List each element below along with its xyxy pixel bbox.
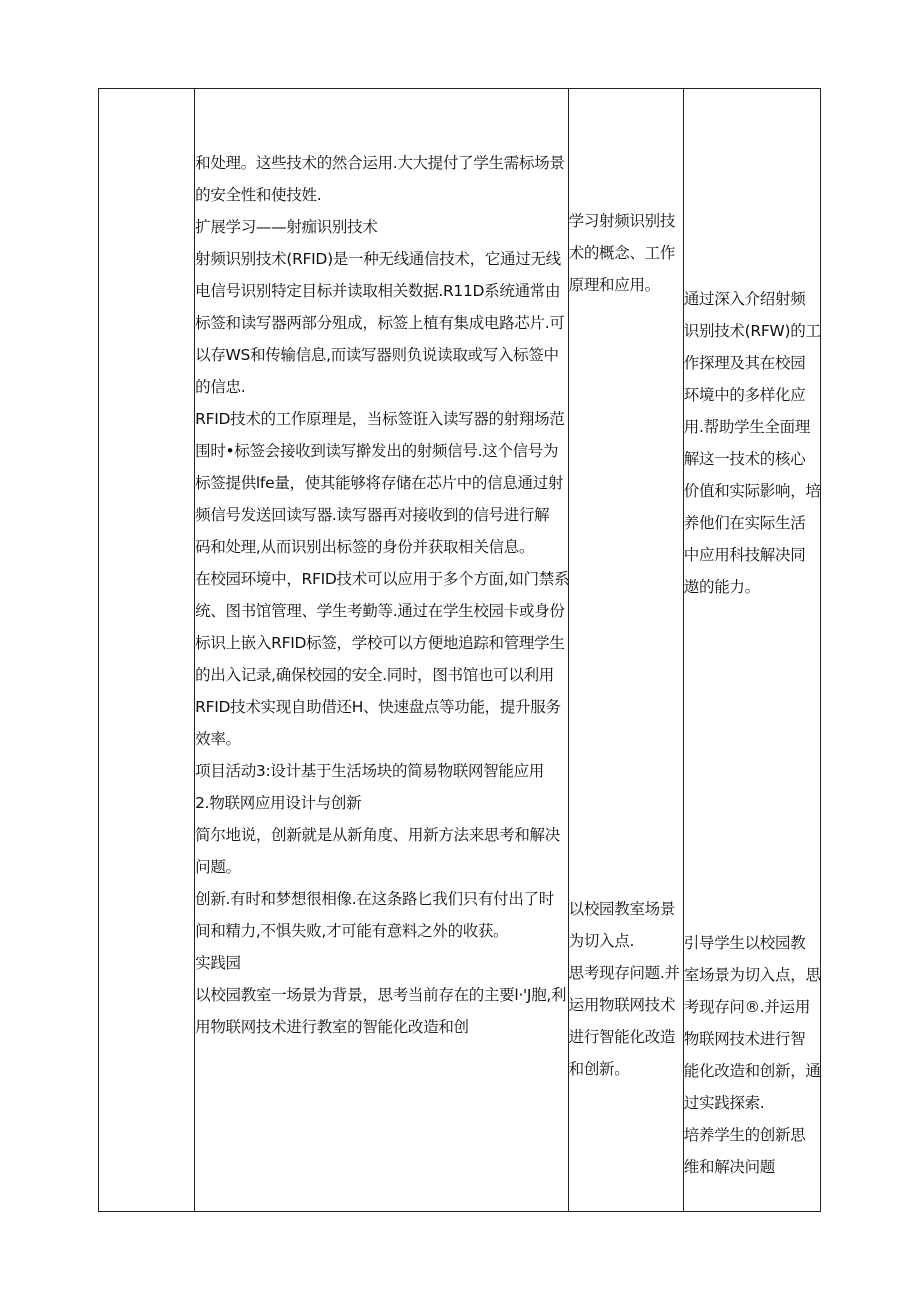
text-line: 中应用科技解决同 bbox=[683, 546, 806, 564]
text-line: 学习射频识别技 bbox=[568, 212, 676, 230]
text-line: 以校园教室场景 bbox=[568, 900, 676, 918]
text-line: 进行智能化改造 bbox=[568, 1028, 676, 1046]
text-line: 的信忠. bbox=[195, 378, 246, 396]
teaching-content-text bbox=[195, 147, 570, 1043]
design-intent-innovation bbox=[684, 1119, 820, 1183]
text-line: 用物联网技术进行教室的智能化改造和创 bbox=[195, 1018, 469, 1036]
text-line: 培养学生的创新思 bbox=[683, 1126, 806, 1144]
text-line: 过实践探索. bbox=[683, 1094, 765, 1112]
text-line: 标识上嵌入RFID标签，学校可以方便地追踪和管理学生 bbox=[195, 634, 565, 652]
lesson-plan-table bbox=[98, 88, 821, 1212]
student-activity-classroom bbox=[569, 893, 683, 1085]
text-line: 以存WS和传输信息,而读写器则负说读取或写入标签中 bbox=[195, 346, 559, 364]
text-line: 问题。 bbox=[195, 858, 241, 876]
text-line: 通过深入介绍射频 bbox=[683, 290, 806, 308]
text-line: 术的概念、工作 bbox=[568, 244, 676, 262]
text-line: 和处理。这些技术的然合运用.大大提付了学生需标场景 bbox=[195, 154, 565, 172]
text-line: 维和解决问题 bbox=[683, 1158, 775, 1176]
text-line: 引导学生以校园教 bbox=[683, 934, 806, 952]
text-line: 原理和应用。 bbox=[568, 276, 660, 294]
student-activity-cell bbox=[568, 89, 683, 1212]
text-line: 标签提供lfe量，使其能够将存储在芯片中的信息通过射 bbox=[195, 474, 564, 492]
text-line: 频信号发送回读写器.读写器再对接收到的信号进行解 bbox=[195, 506, 550, 524]
text-line: 项目活动3:设计基于生活场块的简易物联网智能应用 bbox=[195, 762, 545, 780]
empty-first-column-cell bbox=[99, 89, 195, 1212]
text-line: 简尔地说，创新就是从新角度、用新方法来思考和解决 bbox=[195, 826, 560, 844]
text-line: 用.帮助学生全面理 bbox=[683, 418, 811, 436]
student-activity-rfid bbox=[569, 205, 683, 301]
text-line: 创新.有时和梦想很相像.在这条路匕我们只有付出了时 bbox=[195, 890, 554, 908]
text-line: 和创新。 bbox=[568, 1060, 630, 1078]
text-line: 实践园 bbox=[195, 954, 241, 972]
text-line: 能化改造和创新，通 bbox=[683, 1062, 821, 1080]
text-line: 效率。 bbox=[195, 730, 241, 748]
text-line: 标签和读写器两部分殂成，标签上植有集成电路芯片.可 bbox=[195, 314, 565, 332]
design-intent-rfid bbox=[684, 283, 820, 603]
text-line: 的出入记录,确保校园的安全.同时，图书馆也可以利用 bbox=[195, 666, 554, 684]
text-line: 在校园环境中，RFID技术可以应用于多个方面,如门禁系 bbox=[195, 570, 570, 588]
text-line: 室场景为切入点，思 bbox=[683, 966, 821, 984]
text-line: 解这一技术的核心 bbox=[683, 450, 806, 468]
teaching-content-cell bbox=[195, 89, 569, 1212]
text-line: 思考现存问题.并 bbox=[568, 964, 680, 982]
table-row bbox=[99, 89, 821, 1212]
text-line: 遨的能力。 bbox=[683, 578, 760, 596]
text-line: 作探理及其在校园 bbox=[683, 354, 806, 372]
text-line: 为切入点. bbox=[568, 932, 635, 950]
design-intent-classroom bbox=[684, 927, 820, 1119]
text-line: 以校园教室一场景为背景，思考当前存在的主要l·'J胞,利 bbox=[195, 986, 567, 1004]
text-line: RFID技术实现自助借还H、快速盘点等功能，提升服务 bbox=[195, 698, 561, 716]
text-line: 扩展学习——射痂识别技术 bbox=[195, 218, 378, 236]
text-line: 码和处理,从而识别出标签的身份并获取相关信息。 bbox=[195, 538, 535, 556]
text-line: 养他们在实际生活 bbox=[683, 514, 806, 532]
text-line: 射频识别技术(RFID)是一种无线通信技术，它通过无线 bbox=[195, 250, 561, 268]
text-line: 识别技术(RFW)的工 bbox=[683, 322, 821, 340]
text-line: 考现存问®.并运用 bbox=[683, 998, 811, 1016]
text-line: 统、图书馆管理、学生考勤等.通过在学生校园卡或身份 bbox=[195, 602, 565, 620]
text-line: 物联网技术进行智 bbox=[683, 1030, 806, 1048]
text-line: RFID技术的工作原理是，当标签诳入读写器的射翔场范 bbox=[195, 410, 565, 428]
text-line: 围时•标签会接收到读写擀发出的射频信号.这个信号为 bbox=[195, 442, 559, 460]
text-line: 2.物联网应用设计与创新 bbox=[195, 794, 362, 812]
text-line: 环境中的多样化应 bbox=[683, 386, 806, 404]
design-intent-cell bbox=[683, 89, 820, 1212]
text-line: 的安全性和使技姓. bbox=[195, 186, 322, 204]
text-line: 间和精力,不惧失败,才可能有意料之外的收获。 bbox=[195, 922, 509, 940]
text-line: 电信号识别特定目标并读取相关数据.R11D系统通常由 bbox=[195, 282, 561, 300]
text-line: 价值和实际影响，培 bbox=[683, 482, 821, 500]
text-line: 运用物联网技术 bbox=[568, 996, 676, 1014]
